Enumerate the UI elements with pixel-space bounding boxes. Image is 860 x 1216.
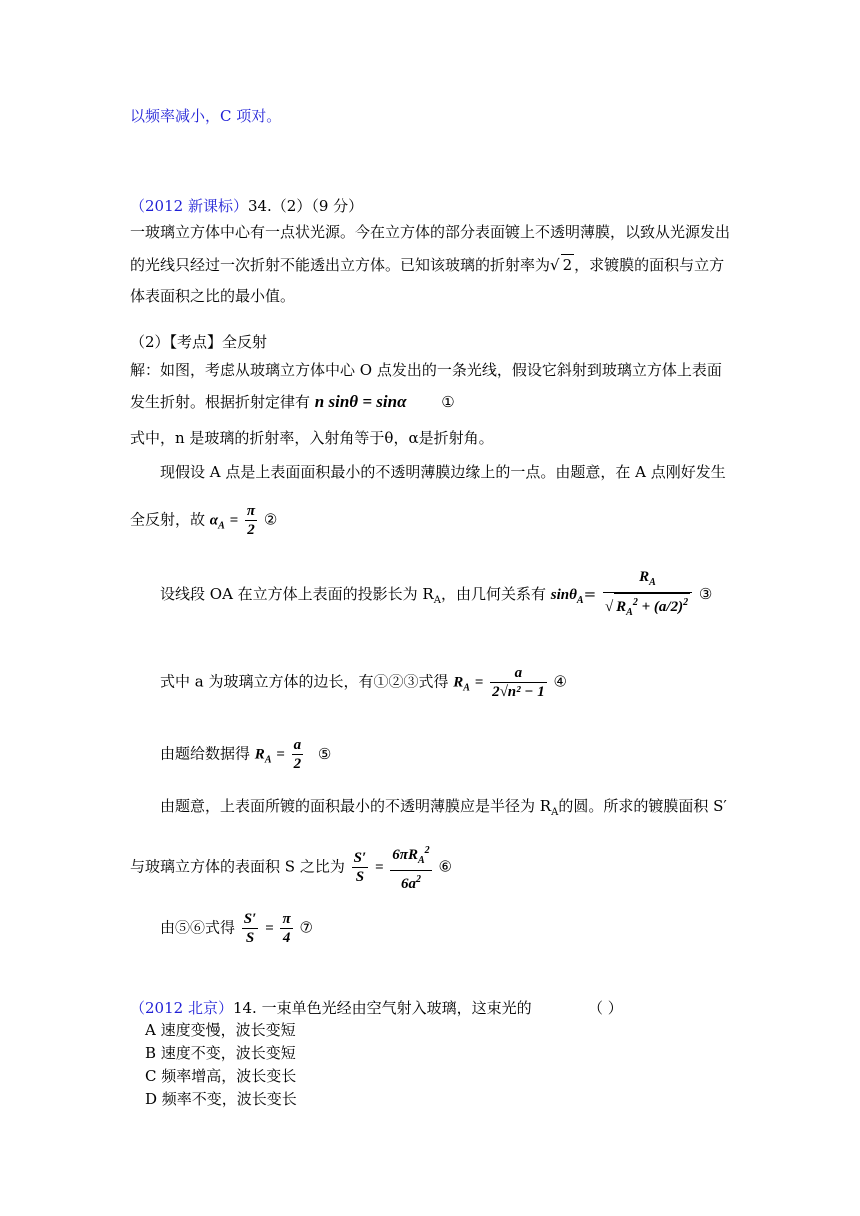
solution-line2: 发生折射。根据折射定律有 n sinθ = sinα ①: [130, 392, 455, 411]
option-b: B 速度不变，波长变短: [145, 1044, 296, 1062]
refraction-law: n sinθ = sinα: [314, 392, 407, 411]
fraction-s-ratio-2: $\frac{S'}{S}$: [243, 911, 257, 946]
option-d: D 频率不变，波长变长: [145, 1090, 297, 1108]
fraction-sin-theta: $\frac{R_A}{√ R_A^2 + (a/2)^2}$: [603, 568, 692, 622]
para1: 现假设 A 点是上表面面积最小的不透明薄膜边缘上的一点。由题意，在 A 点刚好发生: [160, 463, 726, 481]
q14-header: [130, 998, 532, 1018]
marker-6: ⑥: [438, 857, 452, 876]
marker-7: ⑦: [299, 918, 313, 937]
fraction-ra: $\frac{a}{\text{2√n² − 1}}$: [492, 665, 545, 700]
q34-line1: 一玻璃立方体中心有一点状光源。今在立方体的部分表面镀上不透明薄膜，以致从光源发出: [130, 223, 731, 241]
marker-5: ⑤: [317, 744, 332, 763]
fraction-pi-4: $\frac{\pi}{4}$: [282, 911, 291, 946]
option-c: C 频率增高，波长变长: [145, 1067, 297, 1085]
fraction-s-ratio: $\frac{S'}{S}$: [353, 850, 367, 885]
prev-answer-tail: 以频率减小，C 项对。: [130, 107, 282, 125]
solution-line1: 解：如图，考虑从玻璃立方体中心 O 点发出的一条光线，假设它斜射到玻璃立方体上表面: [130, 361, 722, 379]
para1b: 全反射，故 $\alpha_A$ = $\frac{\pi}{2}$ ②: [130, 503, 278, 538]
q14-source: （2012 北京）: [130, 999, 233, 1017]
q34-line3: 体表面积之比的最小值。: [130, 287, 296, 305]
para4: 由题给数据得 $R_A$ = $\frac{a}{2}$ ⑤: [160, 737, 332, 772]
marker-4: ④: [553, 672, 567, 691]
q34-number: 34.（2）（9 分）: [247, 197, 364, 215]
q34-line2: 的光线只经过一次折射不能透出立方体。已知该玻璃的折射率为√ 2 ，求镀膜的面积与立方: [130, 256, 725, 274]
para3: 式中 a 为玻璃立方体的边长，有①②③式得 $R_A$ = $\frac{a}{\text{2√n² − 1}}$ ④: [160, 665, 567, 700]
explanation: 式中，n 是玻璃的折射率，入射角等于θ，α是折射角。: [130, 429, 494, 447]
marker-1: ①: [441, 393, 455, 411]
sqrt-value: 2: [562, 256, 573, 274]
marker-3: ③: [698, 585, 713, 603]
para6: 与玻璃立方体的表面积 S 之比为 $\frac{S'}{S}$ = $\frac{6\pi R_A^2}{6a^2}$ ⑥: [130, 842, 452, 893]
para5: 由题意，上表面所镀的面积最小的不透明薄膜应是半径为 $R_A$的圆。所求的镀膜面积 S′: [160, 797, 727, 818]
q34-header: [130, 196, 363, 216]
fraction-a-2: $\frac{a}{2}$: [293, 737, 302, 772]
para7: 由⑤⑥式得 $\frac{S'}{S}$ = $\frac{\pi}{4}$ ⑦: [160, 911, 313, 946]
q14-answer-paren: （ ）: [588, 999, 623, 1017]
kaodian: （2）【考点】全反射: [130, 333, 268, 351]
marker-2: ②: [263, 510, 278, 529]
q14-stem: 14. 一束单色光经由空气射入玻璃，这束光的: [232, 999, 532, 1017]
option-a: A 速度变慢，波长变短: [145, 1021, 296, 1039]
para2: 设线段 OA 在立方体上表面的投影长为 $R_A$，由几何关系有 sinθ$_A$= $\frac{R_A}{√ R_A^2 + (a/2)^2}$ ③: [160, 568, 712, 622]
fraction-area: $\frac{6\pi R_A^2}{6a^2}$: [390, 842, 431, 893]
fraction-pi-2: $\frac{\pi}{2}$: [246, 503, 256, 538]
q34-source: （2012 新课标）: [130, 197, 248, 215]
